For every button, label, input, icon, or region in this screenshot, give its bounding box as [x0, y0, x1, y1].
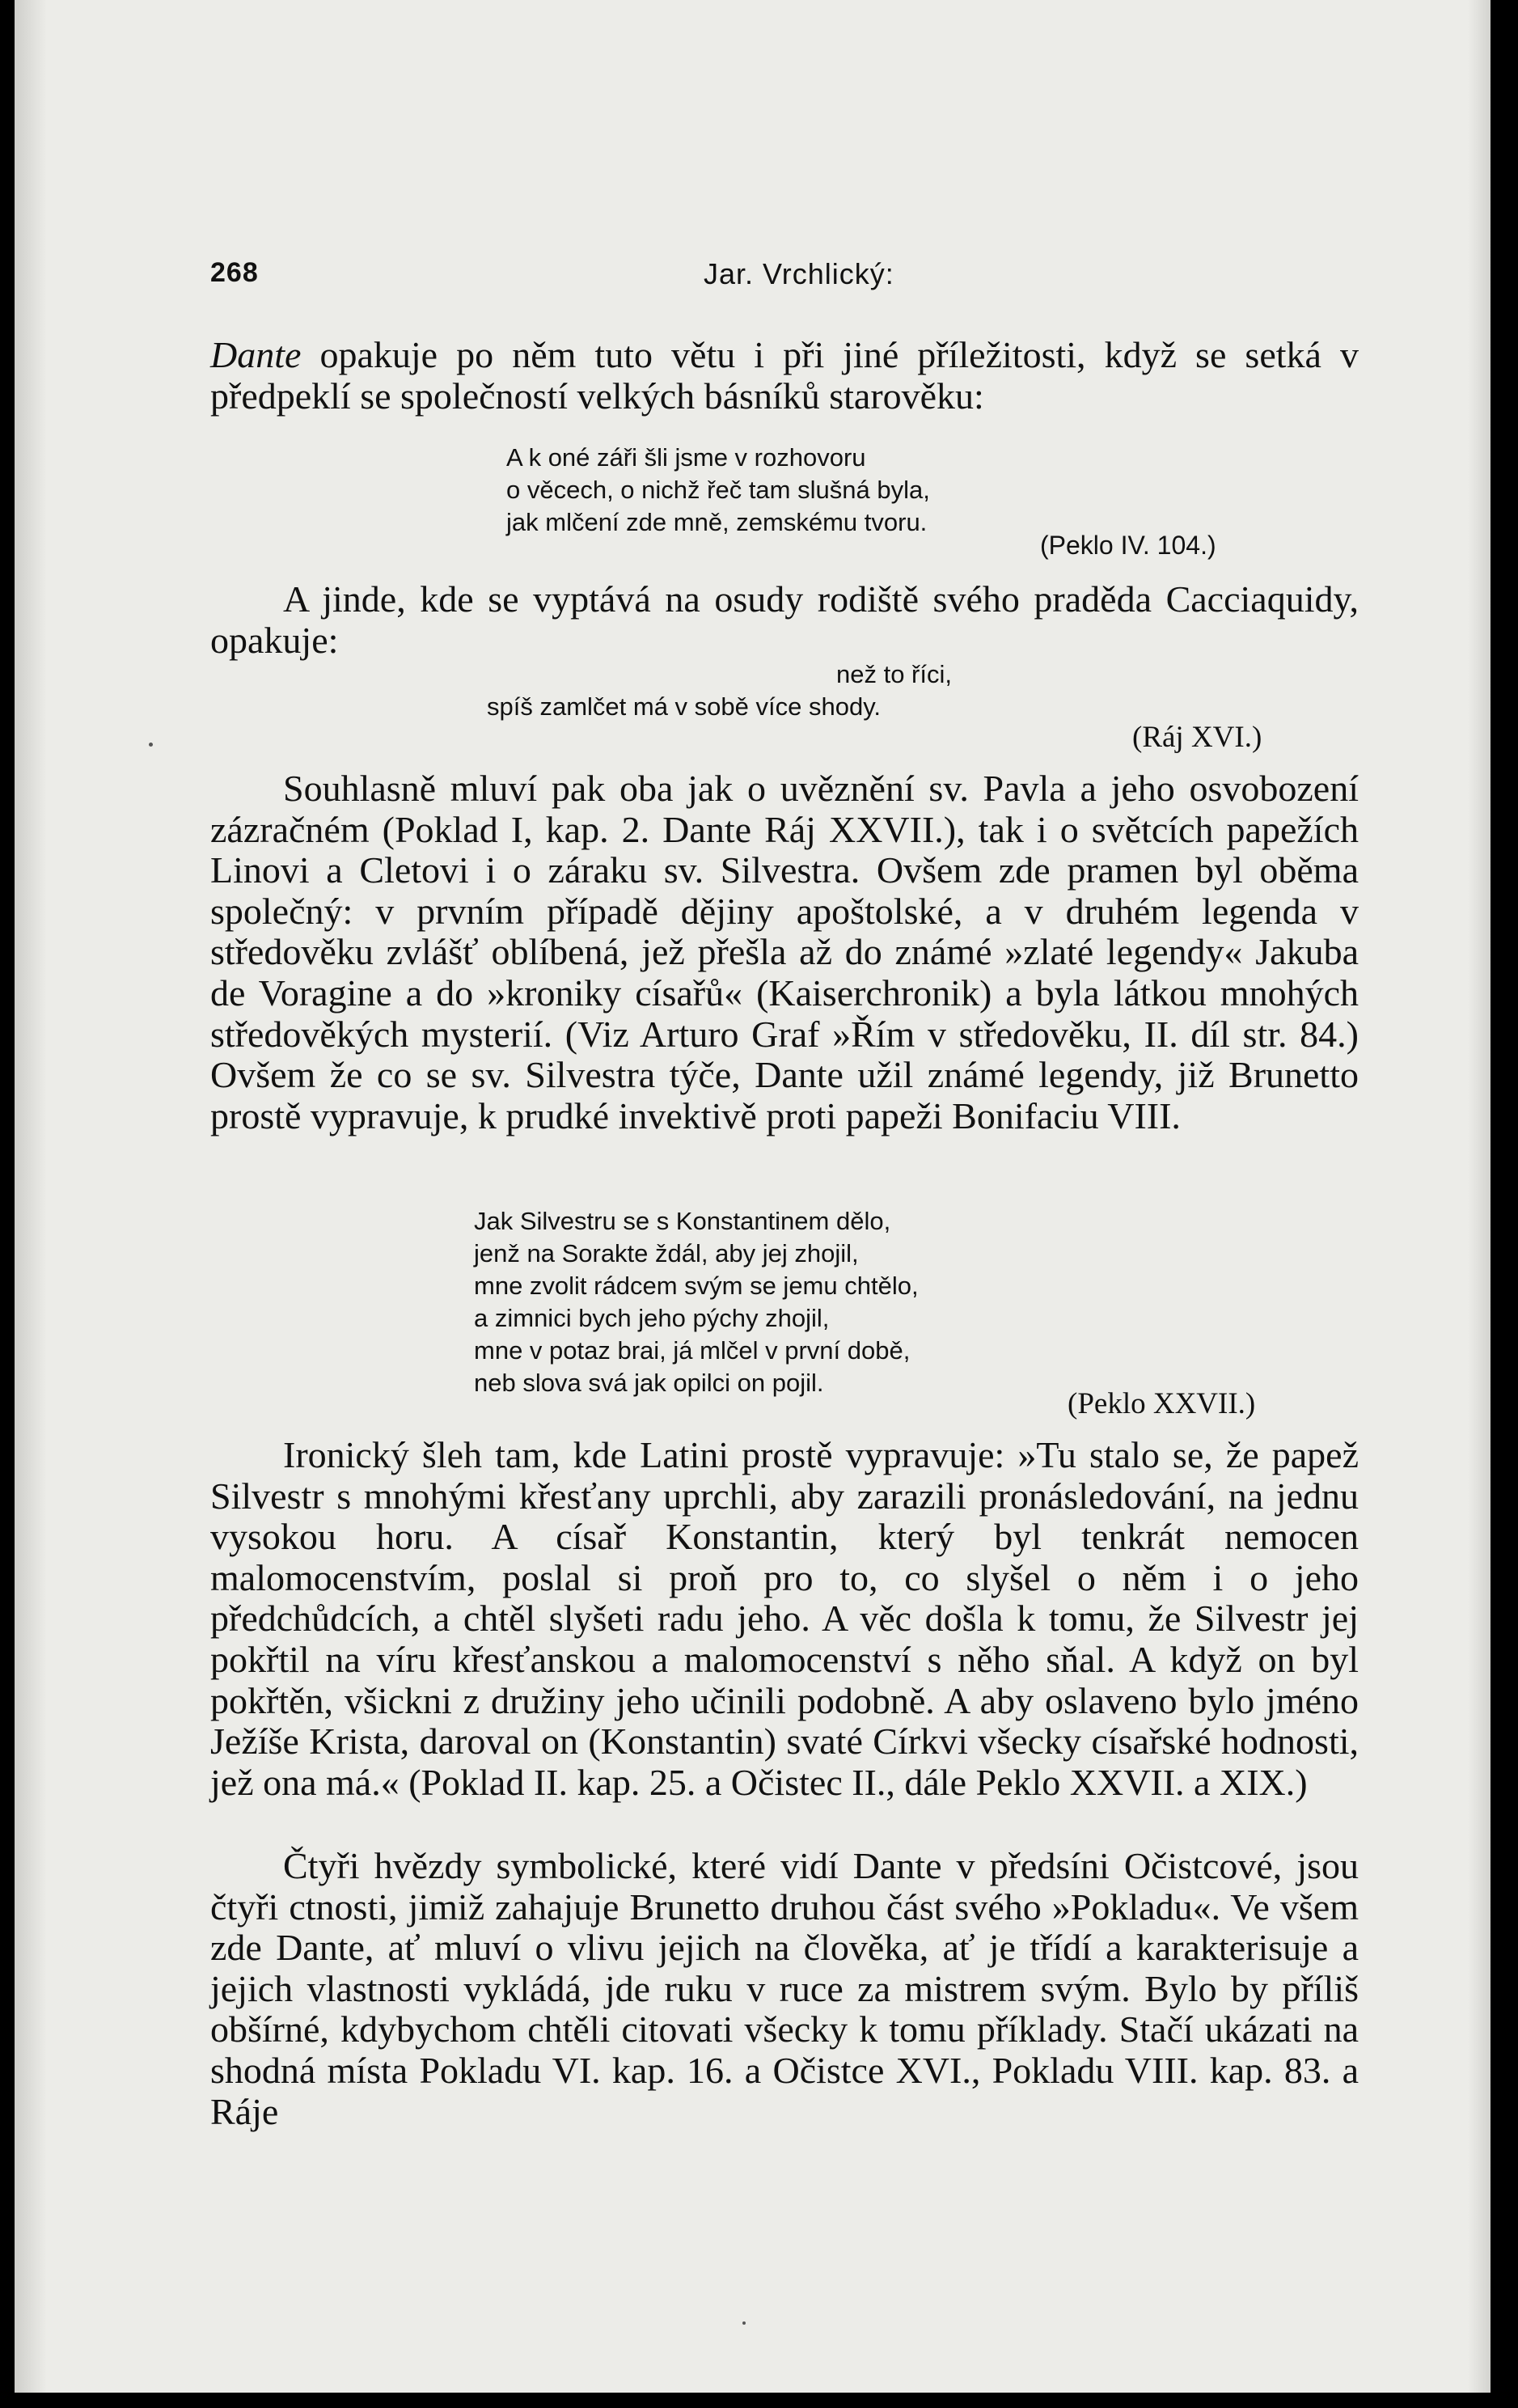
intro-text: opakuje po něm tuto větu i při jiné příležitosti, když se setká v předpeklí se společností velkých básníků starověku:	[210, 334, 1359, 417]
verse-line: neb slova svá jak opilci on pojil.	[474, 1369, 824, 1397]
paragraph-3: Souhlasně mluví pak oba jak o uvěznění sv. Pavla a jeho osvobození zázračném (Poklad I, kap. 2. Dante Ráj XXVII.), tak i o světcích papežích Linovi a Cletovi i o záraku sv. Silvestra. Ovšem zde pramen byl oběma společný: v prvním případě dějiny apoštolské, a v druhém legenda v středověku zvlášť oblíbená, jež přešla až do známé »zlaté legendy« Jakuba de Voragine a do »kroniky císařů« (Kaiserchronik) a byla látkou mnohých středověkých mysterií. (Viz Arturo Graf »Řím v středověku, II. díl str. 84.) Ovšem že co se sv. Silvestra týče, Dante užil známé legendy, již Brunetto prostě vypravuje, k prudké invektivě proti papeži Bonifaciu VIII.	[210, 768, 1359, 1136]
running-head: Jar. Vrchlický:	[704, 257, 894, 290]
verse-citation-2: (Ráj XVI.)	[1132, 721, 1262, 754]
verse-quote-2-line-2	[487, 691, 881, 723]
page-shadow-left	[15, 0, 47, 2393]
verse-line: a zimnici bych jeho pýchy zhojil,	[474, 1304, 830, 1332]
verse-citation-1: (Peklo IV. 104.)	[1040, 531, 1216, 560]
verse-quote-1	[506, 442, 930, 539]
book-page	[15, 0, 1491, 2393]
page-speck	[742, 2321, 746, 2325]
verse-line: spíš zamlčet má v sobě více shody.	[487, 692, 882, 721]
intro-paragraph	[210, 335, 1359, 417]
page-speck	[149, 743, 153, 747]
paragraph-2: A jinde, kde se vyptává na osudy rodiště svého praděda Cacciaquidy, opakuje:	[210, 578, 1359, 661]
page-number: 268	[210, 257, 259, 288]
intro-italic-word: Dante	[210, 334, 302, 375]
page-header	[210, 257, 1359, 298]
verse-line: než to říci,	[836, 660, 952, 688]
verse-citation-3: (Peklo XXVII.)	[1068, 1387, 1256, 1420]
verse-line: jak mlčení zde mně, zemskému tvoru.	[506, 508, 928, 536]
verse-line: mne v potaz brai, já mlčel v první době,	[474, 1336, 911, 1365]
verse-line: o věcech, o nichž řeč tam slušná byla,	[506, 476, 930, 504]
verse-line: jenž na Sorakte ždál, aby jej zhojil,	[474, 1239, 859, 1267]
paragraph-5: Čtyři hvězdy symbolické, které vidí Dante v předsíni Očistcové, jsou čtyři ctnosti, jimiž zahajuje Brunetto druhou část svého »Pokladu«. Ve všem zde Dante, ať mluví o vlivu jejich na člověka, ať je třídí a karakterisuje a jejich vlastnosti vykládá, jde ruku v ruce za mistrem svým. Bylo by příliš obšírné, kdybychom chtěli citovati všecky k tomu příklady. Stačí ukázati na shodná místa Pokladu VI. kap. 16. a Očistce XVI., Pokladu VIII. kap. 83. a Ráje	[210, 1845, 1359, 2132]
verse-quote-3	[474, 1205, 919, 1399]
verse-quote-2-line-1	[836, 658, 952, 691]
page-shadow-right	[1468, 0, 1491, 2393]
verse-line: mne zvolit rádcem svým se jemu chtělo,	[474, 1272, 919, 1300]
paragraph-4: Ironický šleh tam, kde Latini prostě vypravuje: »Tu stalo se, že papež Silvestr s mnohými křesťany uprchli, aby zarazili pronásledování, na jednu vysokou horu. A císař Konstantin, který byl tenkrát nemocen malomocenstvím, poslal si proň pro to, co slyšel o něm i o jeho předchůdcích, a chtěl slyšeti radu jeho. A věc došla k tomu, že Silvestr jej pokřtil na víru křesťanskou a malomocenství s něho sňal. A když on byl pokřtěn, všickni z družiny jeho učinili podobně. A aby oslaveno bylo jméno Ježíše Krista, daroval on (Konstantin) svaté Církvi všecky císařské hodnosti, jež ona má.« (Poklad II. kap. 25. a Očistec II., dále Peklo XXVII. a XIX.)	[210, 1434, 1359, 1803]
verse-line: A k oné záři šli jsme v rozhovoru	[506, 443, 866, 472]
verse-line: Jak Silvestru se s Konstantinem dělo,	[474, 1207, 891, 1235]
